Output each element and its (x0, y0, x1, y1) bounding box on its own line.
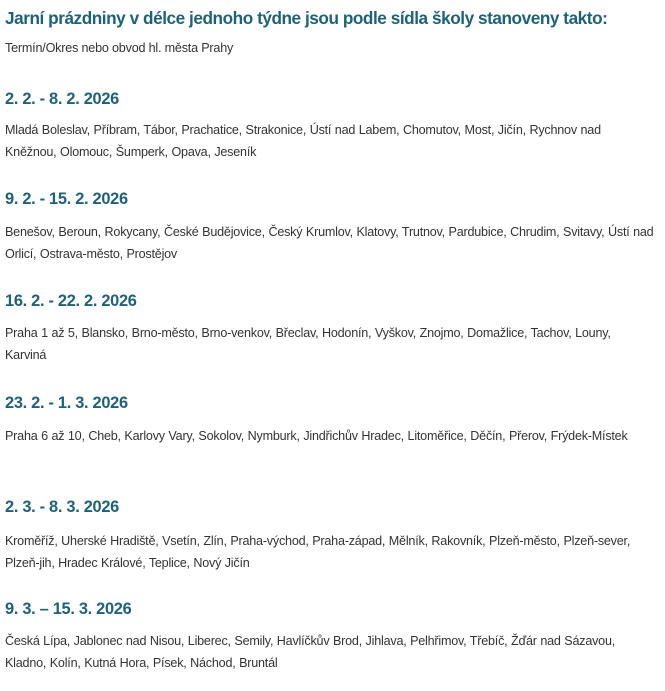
period-date: 2. 2. - 8. 2. 2026 (5, 90, 119, 108)
period-date: 9. 2. - 15. 2. 2026 (5, 190, 128, 208)
district-list: Praha 6 až 10, Cheb, Karlovy Vary, Sokolov, Nymburk, Jindřichův Hradec, Litoměřice, Děčín, Přerov, Frýdek-Místek (5, 429, 628, 443)
district-list: Praha 1 až 5, Blansko, Brno-město, Brno-venkov, Břeclav, Hodonín, Vyškov, Znojmo, Domažlice, Tachov, Louny, Karviná (5, 326, 611, 362)
district-list: Benešov, Beroun, Rokycany, České Budějovice, Český Krumlov, Klatovy, Trutnov, Pardubice, Chrudim, Svitavy, Ústí nad Orlicí, Ostrava-město, Prostějov (5, 225, 654, 261)
intro-text: Termín/Okres nebo obvod hl. města Prahy (5, 41, 234, 55)
period-date: 9. 3. – 15. 3. 2026 (5, 600, 132, 618)
district-list: Kroměříž, Uherské Hradiště, Vsetín, Zlín, Praha-východ, Praha-západ, Mělník, Rakovník, Plzeň-město, Plzeň-sever, Plzeň-jih, Hradec Králové, Teplice, Nový Jičín (5, 534, 631, 570)
period-date: 2. 3. - 8. 3. 2026 (5, 498, 119, 516)
district-list: Mladá Boleslav, Příbram, Tábor, Prachatice, Strakonice, Ústí nad Labem, Chomutov, Most, Jičín, Rychnov nad Kněžnou, Olomouc, Šumperk, Opava, Jeseník (5, 123, 601, 159)
page-heading: Jarní prázdniny v délce jednoho týdne jsou podle sídla školy stanoveny takto: (5, 8, 608, 28)
period-date: 16. 2. - 22. 2. 2026 (5, 292, 137, 310)
district-list: Česká Lípa, Jablonec nad Nisou, Liberec, Semily, Havlíčkův Brod, Jihlava, Pelhřimov, Třebíč, Žďár nad Sázavou, Kladno, Kolín, Kutná Hora, Písek, Náchod, Bruntál (5, 634, 616, 670)
period-date: 23. 2. - 1. 3. 2026 (5, 394, 128, 412)
